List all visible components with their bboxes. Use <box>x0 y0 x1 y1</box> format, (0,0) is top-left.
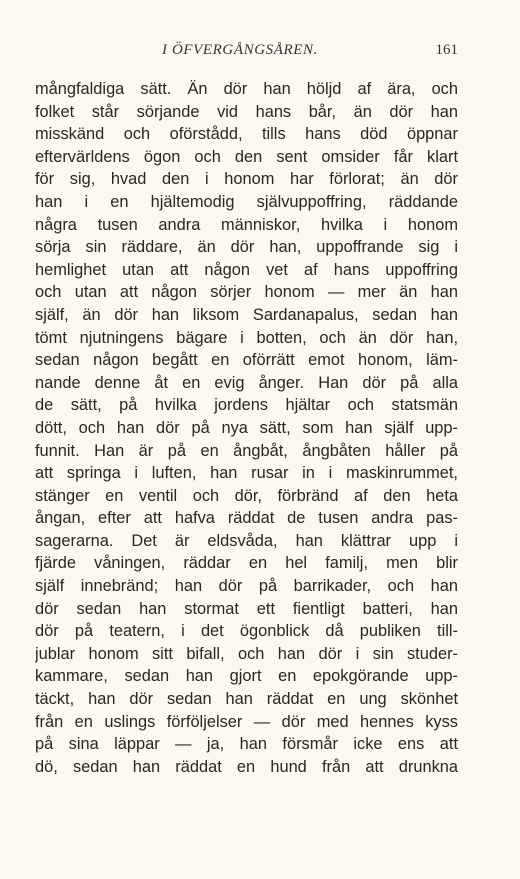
text-line: hemlighet utan att någon vet af hans uppoffring <box>35 260 458 279</box>
text-line: eftervärldens ögon och den sent omsider får klart <box>35 147 458 166</box>
text-line: dör på teatern, i det ögonblick då publiken till- <box>35 622 458 641</box>
text-line: tömt njutningens bägare i botten, och än dör han, <box>35 328 458 347</box>
text-line: några tusen andra människor, hvilka i honom <box>35 215 458 234</box>
text-line: ångan, efter att hafva räddat de tusen andra pas- <box>35 509 458 528</box>
text-line: på sina läppar — ja, han försmår icke ens att <box>35 735 458 754</box>
text-line: mångfaldiga sätt. Än dör han höljd af ära, och <box>35 80 458 98</box>
text-line: funnit. Han är på en ångbåt, ångbåten håller på <box>35 441 458 460</box>
body-text <box>35 78 458 778</box>
text-line: för sig, hvad den i honom har förlorat; än dör <box>35 170 458 189</box>
text-line: de sätt, på hvilka jordens hjältar och statsmän <box>35 396 458 415</box>
text-line: täckt, han dör sedan han räddat en ung skönhet <box>35 690 458 709</box>
text-line: själf, än dör han liksom Sardanapalus, sedan han <box>35 305 458 324</box>
text-line: jublar honom sitt bifall, och han dör i sin studer- <box>35 644 458 663</box>
text-line: nande denne åt en evig ånger. Han dör på alla <box>35 373 458 392</box>
text-line: och utan att någon sörjer honom — mer än han <box>35 283 458 302</box>
running-head <box>34 42 458 64</box>
running-title: I ÖFVERGÅNGSÅREN. <box>162 42 319 58</box>
text-line: att springa i luften, han rusar in i maskinrummet, <box>35 464 458 483</box>
text-line: folket står sörjande vid hans bår, än dör han <box>35 102 458 121</box>
page-number: 161 <box>435 42 458 58</box>
text-line: sedan någon begått en oförrätt emot honom, läm- <box>35 351 458 370</box>
text-line: sörja sin räddare, än dör han, uppoffrande sig i <box>35 238 458 257</box>
text-line: själf innebränd; han dör på barrikader, och han <box>35 577 458 596</box>
text-line: dö, sedan han räddat en hund från att drunkna <box>35 757 458 776</box>
text-line: dött, och han dör på nya sätt, som han själf upp- <box>35 418 458 437</box>
text-line: stänger en ventil och dör, förbränd af den heta <box>35 486 458 505</box>
text-line: från en uslings förföljelser — dör med hennes kyss <box>35 712 458 731</box>
text-line: misskänd och oförstådd, tills hans död öppnar <box>35 125 458 144</box>
text-line: han i en hjältemodig självuppoffring, räddande <box>35 192 458 211</box>
text-line: dör sedan han stormat ett fientligt batteri, han <box>35 599 458 618</box>
text-line: fjärde våningen, räddar en hel familj, men blir <box>35 554 458 573</box>
text-line: sagerarna. Det är eldsvåda, han klättrar upp i <box>35 531 458 550</box>
text-line: kammare, sedan han gjort en epokgörande upp- <box>35 667 458 686</box>
